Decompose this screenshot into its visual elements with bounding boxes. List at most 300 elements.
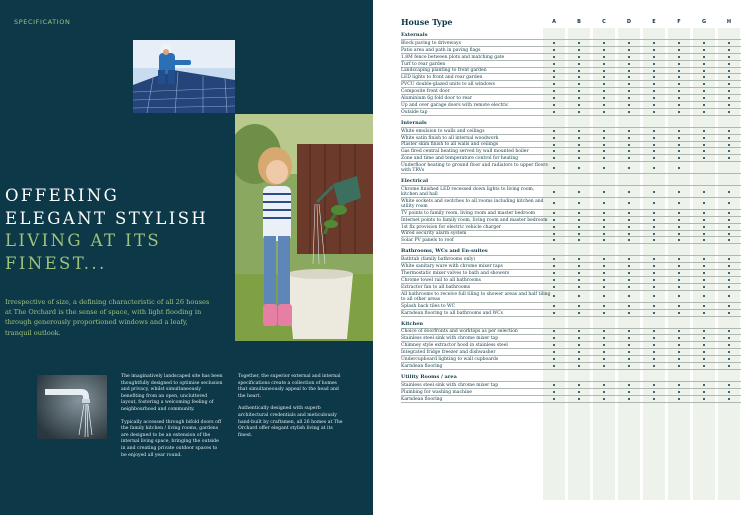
included-dot [553, 226, 555, 228]
table-title: House Type [401, 17, 453, 27]
included-dot [728, 258, 730, 260]
included-dot [653, 337, 655, 339]
included-dot [678, 305, 680, 307]
included-dot [703, 202, 705, 204]
included-dot [603, 219, 605, 221]
section-divider [401, 402, 741, 403]
included-dot [603, 272, 605, 274]
included-dot [703, 76, 705, 78]
included-dot [578, 358, 580, 360]
included-dot [628, 90, 630, 92]
headline-line-3: LIVING AT ITS [5, 231, 162, 250]
included-dot [653, 111, 655, 113]
spec-section [401, 119, 741, 174]
included-dot [603, 398, 605, 400]
row-label: Underfloor heating to ground floor and radiators to upper floors with TRVs [401, 163, 548, 174]
included-dot [578, 150, 580, 152]
included-dot [578, 137, 580, 139]
included-dot [578, 351, 580, 353]
included-dot [603, 258, 605, 260]
included-dot [578, 286, 580, 288]
headline-line-4: FINEST... [5, 253, 107, 273]
included-dot [728, 150, 730, 152]
included-dot [628, 111, 630, 113]
included-dot [553, 191, 555, 193]
included-dot [628, 258, 630, 260]
included-dot [628, 233, 630, 235]
row-label: Internet points to family room, living room and master bedroom [401, 217, 548, 223]
table-row [401, 328, 741, 335]
included-dot [703, 272, 705, 274]
included-dot [703, 219, 705, 221]
table-row [401, 348, 741, 355]
included-dot [678, 358, 680, 360]
included-dot [628, 63, 630, 65]
table-row [401, 73, 741, 80]
included-dot [578, 144, 580, 146]
included-dot [628, 398, 630, 400]
included-dot [553, 279, 555, 281]
included-dot [553, 286, 555, 288]
included-dot [703, 239, 705, 241]
included-dot [578, 63, 580, 65]
included-dot [678, 384, 680, 386]
included-dot [603, 70, 605, 72]
row-label: Integrated fridge freezer and dishwasher [401, 350, 496, 356]
included-dot [728, 398, 730, 400]
included-dot [728, 384, 730, 386]
headline [5, 185, 235, 275]
included-dot [553, 167, 555, 169]
included-dot [653, 212, 655, 214]
included-dot [578, 130, 580, 132]
solar-panel-installer-photo [133, 40, 235, 113]
included-dot [728, 239, 730, 241]
included-dot [678, 202, 680, 204]
row-label: All bathrooms to receive full tiling to shower areas and half tiling to all other areas [401, 291, 551, 302]
included-dot [628, 344, 630, 346]
table-row [401, 94, 741, 101]
included-dot [653, 144, 655, 146]
table-row [401, 161, 741, 173]
included-dot [728, 337, 730, 339]
included-dot [603, 49, 605, 51]
included-dot [553, 295, 555, 297]
body-column-1-paragraph-1: The imaginatively landscaped site has been thoughtfully designed to optimise seclusion and privacy, whilst simultaneously benefiting from an open, uncluttered layout, fostering a welcoming feeling of neighbourhood and community. [121, 374, 223, 412]
included-dot [628, 104, 630, 106]
included-dot [728, 83, 730, 85]
body-column-2-paragraph-2: Authentically designed with superb architectural credentials and meticulously hand-built by craftsmen, all 26 homes at The Orchard offer elegant stylish living at its finest. [238, 406, 343, 438]
table-row [401, 236, 741, 243]
included-dot [728, 212, 730, 214]
included-dot [578, 42, 580, 44]
included-dot [578, 49, 580, 51]
included-dot [603, 104, 605, 106]
included-dot [603, 191, 605, 193]
row-label: Aluminium 6g fold door to rear [401, 96, 473, 102]
included-dot [628, 144, 630, 146]
included-dot [628, 295, 630, 297]
included-dot [653, 202, 655, 204]
row-label: Karndean flooring [401, 396, 443, 402]
row-label: TV points to family room, living room and master bedroom [401, 210, 536, 216]
included-dot [653, 191, 655, 193]
included-dot [603, 56, 605, 58]
spec-section [401, 373, 741, 403]
column-header-h: H [726, 19, 732, 25]
included-dot [578, 219, 580, 221]
included-dot [703, 63, 705, 65]
included-dot [728, 42, 730, 44]
included-dot [553, 391, 555, 393]
included-dot [728, 305, 730, 307]
included-dot [603, 337, 605, 339]
included-dot [553, 70, 555, 72]
included-dot [703, 49, 705, 51]
included-dot [553, 365, 555, 367]
included-dot [603, 330, 605, 332]
included-dot [703, 212, 705, 214]
included-dot [703, 365, 705, 367]
included-dot [603, 90, 605, 92]
included-dot [703, 312, 705, 314]
included-dot [678, 111, 680, 113]
included-dot [578, 365, 580, 367]
included-dot [603, 76, 605, 78]
included-dot [603, 384, 605, 386]
included-dot [578, 272, 580, 274]
row-label: 1.8M fence between plots and matching gate [401, 54, 505, 60]
table-row [401, 276, 741, 283]
included-dot [678, 391, 680, 393]
included-dot [728, 358, 730, 360]
table-row [401, 53, 741, 60]
included-dot [728, 49, 730, 51]
included-dot [653, 258, 655, 260]
included-dot [578, 398, 580, 400]
included-dot [678, 90, 680, 92]
row-label: Composite front door [401, 89, 450, 95]
row-label: Thermostatic mixer valves to bath and showers [401, 271, 510, 277]
included-dot [728, 104, 730, 106]
included-dot [578, 305, 580, 307]
included-dot [653, 130, 655, 132]
row-label: White satin finish to all internal woodwork [401, 135, 499, 141]
column-header-d: D [626, 19, 632, 25]
included-dot [578, 279, 580, 281]
section-title: Internals [401, 119, 427, 126]
included-dot [628, 330, 630, 332]
included-dot [653, 391, 655, 393]
included-dot [728, 351, 730, 353]
included-dot [553, 49, 555, 51]
included-dot [603, 212, 605, 214]
table-row [401, 283, 741, 290]
included-dot [678, 239, 680, 241]
included-dot [578, 312, 580, 314]
included-dot [653, 312, 655, 314]
included-dot [653, 167, 655, 169]
included-dot [728, 157, 730, 159]
included-dot [603, 97, 605, 99]
table-row [401, 262, 741, 269]
intro-paragraph: Irrespective of size, a defining characteristic of all 26 houses at The Orchard is the sense of space, with light flooding in through generously proportioned windows and a leafy, tranquil outlook. [5, 298, 210, 337]
row-label: Chrome finished LED recessed down lights to living room, kitchen and hall [401, 187, 535, 198]
included-dot [728, 137, 730, 139]
included-dot [578, 391, 580, 393]
included-dot [603, 265, 605, 267]
included-dot [678, 63, 680, 65]
included-dot [628, 137, 630, 139]
table-row [401, 134, 741, 141]
included-dot [653, 358, 655, 360]
included-dot [553, 144, 555, 146]
included-dot [728, 295, 730, 297]
included-dot [678, 104, 680, 106]
headline-line-2: ELEGANT STYLISH [5, 208, 209, 228]
included-dot [653, 233, 655, 235]
included-dot [653, 272, 655, 274]
row-label: Wired security alarm system [401, 231, 467, 237]
included-dot [628, 212, 630, 214]
included-dot [553, 272, 555, 274]
body-column-1 [121, 374, 224, 465]
spec-section [401, 320, 741, 370]
specification-page [373, 0, 755, 515]
included-dot [678, 157, 680, 159]
included-dot [578, 167, 580, 169]
section-title: Externals [401, 32, 428, 38]
table-row [401, 209, 741, 216]
row-label: Block paving to driveways [401, 40, 461, 46]
included-dot [678, 337, 680, 339]
table-row [401, 355, 741, 362]
included-dot [628, 130, 630, 132]
row-label: Zone and time and temperature control for heating [401, 156, 519, 162]
included-dot [653, 150, 655, 152]
included-dot [678, 272, 680, 274]
included-dot [553, 76, 555, 78]
included-dot [653, 295, 655, 297]
included-dot [703, 111, 705, 113]
column-header-a: A [552, 19, 556, 25]
included-dot [703, 337, 705, 339]
row-label: Landscaping planting to front garden [401, 68, 487, 74]
row-label: Solar PV panels to roof [401, 238, 454, 244]
included-dot [628, 272, 630, 274]
included-dot [653, 97, 655, 99]
included-dot [603, 391, 605, 393]
included-dot [728, 90, 730, 92]
row-label: 1st fix provision for electric vehicle charger [401, 224, 502, 230]
table-row [401, 230, 741, 237]
included-dot [553, 233, 555, 235]
included-dot [728, 76, 730, 78]
included-dot [553, 258, 555, 260]
included-dot [603, 83, 605, 85]
row-label: PVCU double-glazed units to all windows [401, 82, 495, 88]
section-divider [401, 316, 741, 317]
included-dot [628, 351, 630, 353]
included-dot [728, 330, 730, 332]
included-dot [553, 398, 555, 400]
section-title: Kitchen [401, 320, 424, 327]
table-row [401, 46, 741, 53]
included-dot [603, 233, 605, 235]
included-dot [603, 351, 605, 353]
included-dot [628, 358, 630, 360]
body-column-2-paragraph-1: Together, the superior external and internal specifications create a collection of homes that simultaneously appeal to the head and the heart. [238, 374, 341, 399]
included-dot [728, 233, 730, 235]
included-dot [678, 219, 680, 221]
table-row [401, 185, 741, 197]
included-dot [578, 384, 580, 386]
included-dot [578, 233, 580, 235]
included-dot [578, 90, 580, 92]
included-dot [678, 167, 680, 169]
column-header-c: C [602, 19, 606, 25]
included-dot [553, 312, 555, 314]
included-dot [553, 212, 555, 214]
table-row [401, 381, 741, 388]
included-dot [578, 202, 580, 204]
included-dot [728, 56, 730, 58]
row-label: Karndean flooring [401, 363, 443, 369]
included-dot [603, 365, 605, 367]
included-dot [603, 150, 605, 152]
included-dot [653, 239, 655, 241]
included-dot [628, 391, 630, 393]
row-label: Karndean flooring to all bathrooms and WCs [401, 310, 503, 316]
included-dot [678, 265, 680, 267]
table-row [401, 101, 741, 108]
included-dot [728, 111, 730, 113]
included-dot [703, 83, 705, 85]
included-dot [703, 150, 705, 152]
included-dot [553, 239, 555, 241]
included-dot [728, 191, 730, 193]
table-row [401, 309, 741, 316]
included-dot [728, 286, 730, 288]
table-row [401, 39, 741, 46]
included-dot [628, 150, 630, 152]
included-dot [728, 279, 730, 281]
included-dot [653, 219, 655, 221]
included-dot [703, 351, 705, 353]
included-dot [603, 130, 605, 132]
section-divider [401, 115, 741, 116]
included-dot [703, 56, 705, 58]
included-dot [653, 137, 655, 139]
included-dot [553, 305, 555, 307]
included-dot [703, 157, 705, 159]
included-dot [678, 76, 680, 78]
included-dot [603, 157, 605, 159]
included-dot [578, 157, 580, 159]
included-dot [553, 330, 555, 332]
included-dot [703, 137, 705, 139]
included-dot [678, 56, 680, 58]
included-dot [678, 97, 680, 99]
included-dot [653, 351, 655, 353]
row-label: Gas fired central heating served by wall mounted boiler [401, 149, 529, 155]
included-dot [628, 49, 630, 51]
included-dot [653, 344, 655, 346]
included-dot [578, 111, 580, 113]
included-dot [578, 97, 580, 99]
table-row [401, 341, 741, 348]
included-dot [628, 226, 630, 228]
table-row [401, 60, 741, 67]
included-dot [653, 157, 655, 159]
included-dot [553, 150, 555, 152]
column-header-e: E [652, 19, 656, 25]
included-dot [603, 144, 605, 146]
included-dot [728, 344, 730, 346]
included-dot [678, 191, 680, 193]
included-dot [553, 202, 555, 204]
included-dot [628, 265, 630, 267]
included-dot [703, 233, 705, 235]
row-label: Stainless steel sink with chrome mixer tap [401, 382, 499, 388]
included-dot [653, 42, 655, 44]
girl-watering-plant-photo [235, 114, 373, 341]
chrome-tap-photo [37, 375, 107, 439]
included-dot [703, 358, 705, 360]
included-dot [628, 167, 630, 169]
included-dot [678, 344, 680, 346]
spec-section [401, 247, 741, 316]
included-dot [603, 111, 605, 113]
included-dot [578, 104, 580, 106]
included-dot [653, 365, 655, 367]
table-row [401, 388, 741, 395]
row-label: Patio area and path in paving flags [401, 47, 481, 53]
included-dot [728, 365, 730, 367]
included-dot [603, 167, 605, 169]
row-label: Turf to rear garden [401, 61, 446, 67]
included-dot [703, 191, 705, 193]
included-dot [628, 76, 630, 78]
included-dot [703, 305, 705, 307]
included-dot [628, 42, 630, 44]
included-dot [703, 90, 705, 92]
included-dot [578, 83, 580, 85]
headline-line-1: OFFERING [5, 186, 120, 205]
table-row [401, 269, 741, 276]
included-dot [678, 365, 680, 367]
included-dot [603, 137, 605, 139]
table-row [401, 302, 741, 309]
table-row [401, 67, 741, 74]
included-dot [678, 286, 680, 288]
included-dot [653, 104, 655, 106]
included-dot [578, 70, 580, 72]
included-dot [678, 258, 680, 260]
included-dot [653, 305, 655, 307]
included-dot [628, 286, 630, 288]
included-dot [678, 137, 680, 139]
included-dot [603, 358, 605, 360]
included-dot [603, 312, 605, 314]
included-dot [578, 239, 580, 241]
table-row [401, 147, 741, 154]
table-row [401, 154, 741, 161]
included-dot [728, 272, 730, 274]
specification-table [401, 17, 741, 403]
included-dot [553, 137, 555, 139]
included-dot [603, 226, 605, 228]
